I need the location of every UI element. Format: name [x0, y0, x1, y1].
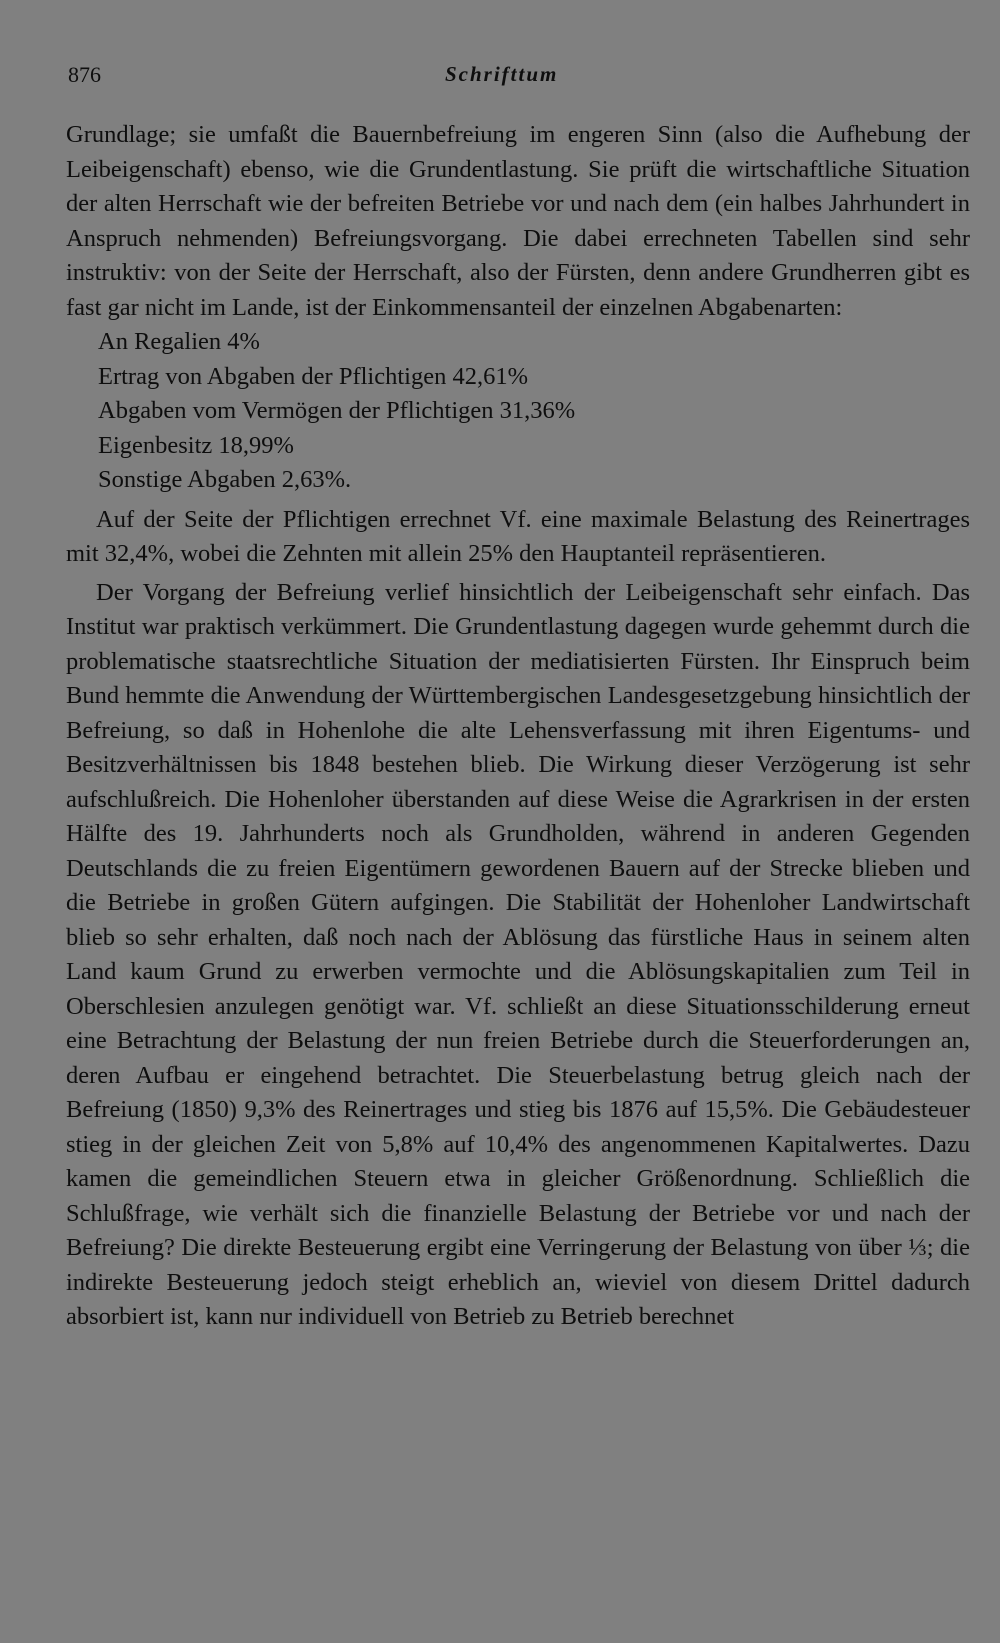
- income-share-list: [66, 325, 970, 498]
- paragraph-liberation: Der Vorgang der Befreiung verlief hinsichtlich der Leibeigenschaft sehr einfach. Das Institut war praktisch verkümmert. Die Grundentlastung dagegen wurde gehemmt durch die problematische staatsrechtliche Situation der mediatisierten Fürsten. Ihr Einspruch beim Bund hemmte die Anwendung der Württembergischen Landesgesetzgebung hinsichtlich der Befreiung, so daß in Hohenlohe die alte Lehensverfassung mit ihren Eigentums- und Besitzverhältnissen bis 1848 bestehen blieb. Die Wirkung dieser Verzögerung ist sehr aufschlußreich. Die Hohenloher überstanden auf diese Weise die Agrarkrisen in der ersten Hälfte des 19. Jahrhunderts noch als Grundholden, während in anderen Gegenden Deutschlands die zu freien Eigentümern gewordenen Bauern auf der Strecke blieben und die Betriebe in großen Gütern aufgingen. Die Stabilität der Hohenloher Landwirtschaft blieb so sehr erhalten, daß noch nach der Ablösung das fürstliche Haus in seinem alten Land kaum Grund zu erwerben vermochte und die Ablösungskapitalien zum Teil in Oberschlesien anzulegen genötigt war. Vf. schließt an diese Situationsschilderung erneut eine Betrachtung der Belastung der nun freien Betriebe durch die Steuerforderungen an, deren Aufbau er eingehend betrachtet. Die Steuerbelastung betrug gleich nach der Befreiung (1850) 9,3% des Reinertrages und stieg bis 1876 auf 15,5%. Die Gebäudesteuer stieg in der gleichen Zeit von 5,8% auf 10,4% des angenommenen Kapitalwertes. Dazu kamen die gemeindlichen Steuern etwa in gleicher Größenordnung. Schließlich die Schlußfrage, wie verhält sich die finanzielle Belastung der Betriebe vor und nach der Befreiung? Die direkte Besteuerung ergibt eine Verringerung der Belastung von über ⅓; die indirekte Besteuerung jedoch steigt erheblich an, wieviel von diesem Drittel dadurch absorbiert ist, kann nur individuell von Betrieb zu Betrieb berechnet: [66, 578, 970, 1330]
- list-item: Abgaben vom Vermögen der Pflichtigen 31,36%: [98, 397, 576, 424]
- running-head: Schrifttum: [445, 62, 559, 86]
- intro-paragraph: Grundlage; sie umfaßt die Bauernbefreiung im engeren Sinn (also die Aufhebung der Leibeigenschaft) ebenso, wie die Grundentlastung. Sie prüft die wirtschaftliche Situation der alten Herrschaft wie der befreiten Betriebe vor und nach dem (ein halbes Jahrhundert in Anspruch nehmenden) Befreiungsvorgang. Die dabei errechneten Tabellen sind sehr instruktiv: von der Seite der Herrschaft, also der Fürsten, denn andere Grundherren gibt es fast gar nicht im Lande, ist der Einkommensanteil der einzelnen Abgabenarten:: [66, 121, 970, 321]
- list-item: Ertrag von Abgaben der Pflichtigen 42,61%: [98, 362, 529, 390]
- list-item: An Regalien 4%: [98, 328, 260, 355]
- body-text: [66, 118, 970, 1335]
- list-item: Eigenbesitz 18,99%: [98, 431, 294, 459]
- paragraph-burden: Auf der Seite der Pflichtigen errechnet Vf. eine maximale Belastung des Reinertrages mit 32,4%, wobei die Zehnten mit allein 25% den Hauptanteil repräsentieren.: [66, 505, 970, 567]
- page-number: 876: [68, 62, 101, 87]
- page-header: [68, 60, 968, 96]
- list-item: Sonstige Abgaben 2,63%.: [98, 466, 352, 493]
